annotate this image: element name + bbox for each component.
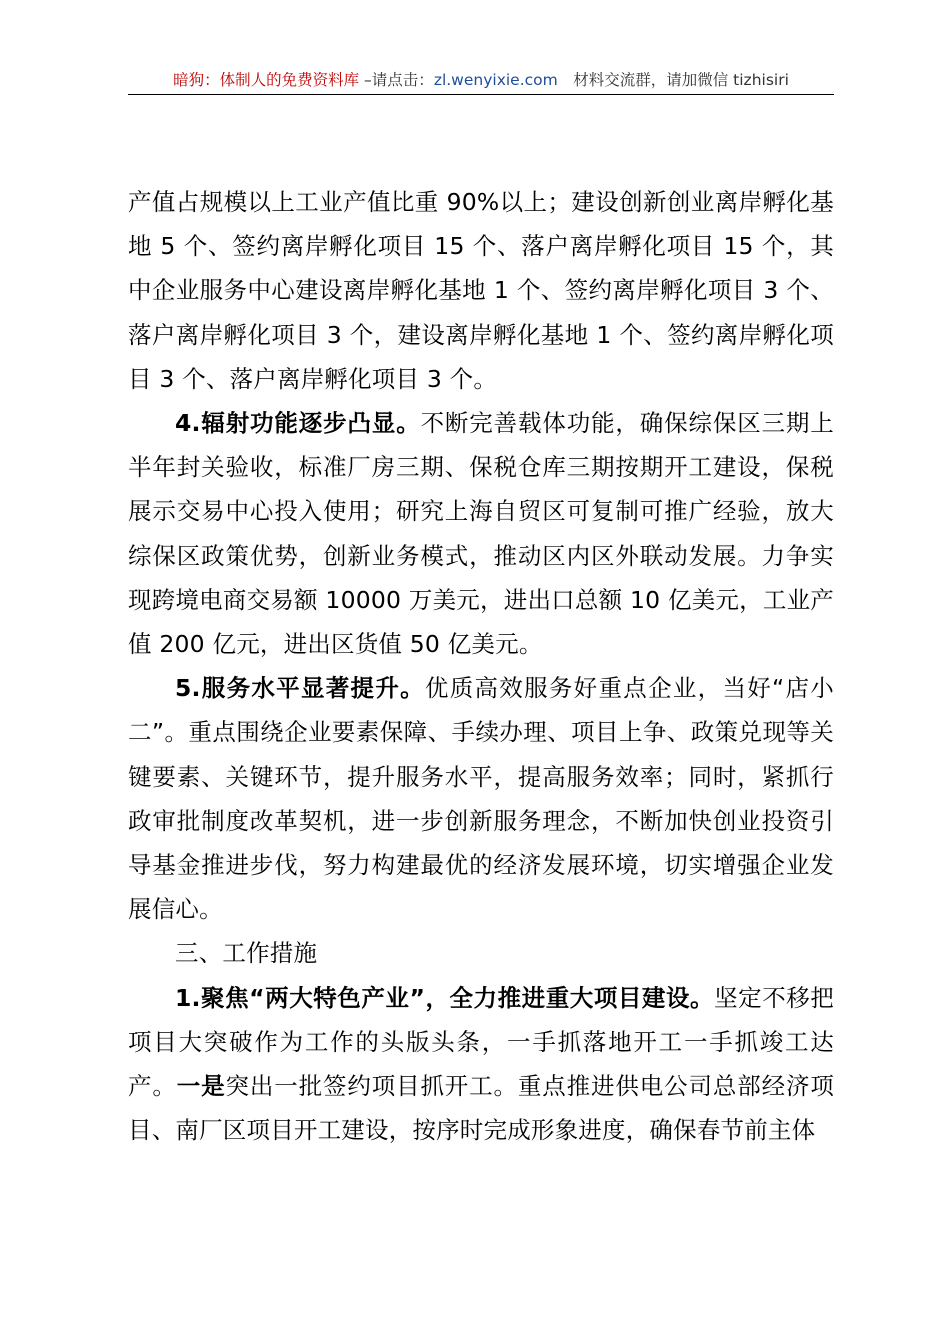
paragraph-title: 4.辐射功能逐步凸显。	[175, 409, 421, 438]
section-heading: 三、工作措施	[175, 939, 318, 968]
paragraph-title: 1.聚焦“两大特色产业”，全力推进重大项目建设。	[175, 983, 715, 1012]
paragraph-text: 突出一批签约项目抓开工。重点推进供电公司总部经济项目、南厂区项目开工建设，按序时完成形象进度，确保春节前主体	[128, 1072, 835, 1145]
paragraph-text: 产值占规模以上工业产值比重 90%以上；建设创新创业离岸孵化基地 5 个、签约离岸孵化项目 15 个、落户离岸孵化项目 15 个，其中企业服务中心建设离岸孵化基地 1 个、签约离岸孵化项目 3 个、落户离岸孵化项目 3 个，建设离岸孵化基地 1 个、签约离岸孵化项目 3 个、落户离岸孵化项目 3 个。	[128, 188, 834, 393]
paragraph-continued	[128, 180, 834, 401]
paragraph-text: 坚定不移把项目大突破作为工作的头版头条，一手抓落地开工一手抓竣工达产。	[128, 983, 835, 1101]
header-url-link[interactable]: zl.wenyixie.com	[433, 71, 558, 89]
document-body	[128, 180, 834, 1152]
paragraph-text: 优质高效服务好重点企业，当好“店小二”。重点围绕企业要素保障、手续办理、项目上争、政策兑现等关键要素、关键环节，提升服务水平，提高服务效率；同时，紧抓行政审批制度改革契机，进一步创新服务理念，不断加快创业投资引导基金推进步伐，努力构建最优的经济发展环境，切实增强企业发展信心。	[128, 674, 834, 924]
page-header	[128, 68, 834, 95]
header-click-prompt: –请点击：	[359, 71, 434, 89]
header-site-name: 暗狗：体制人的免费资料库	[173, 71, 360, 89]
paragraph-title: 5.服务水平显著提升。	[175, 674, 425, 703]
paragraph-key-projects	[128, 976, 834, 1153]
header-group-note: 材料交流群，请加微信 tizhisiri	[557, 71, 789, 89]
paragraph-emphasis: 一是	[176, 1072, 226, 1101]
paragraph-text: 不断完善载体功能，确保综保区三期上半年封关验收，标准厂房三期、保税仓库三期按期开工建设，保税展示交易中心投入使用；研究上海自贸区可复制可推广经验，放大综保区政策优势，创新业务模式，推动区内区外联动发展。力争实现跨境电商交易额 10000 万美元，进出口总额 10 亿美元，工业产值 200 亿元，进出区货值 50 亿美元。	[128, 409, 834, 659]
paragraph-radiation-function	[128, 401, 834, 666]
paragraph-service-level	[128, 666, 834, 931]
